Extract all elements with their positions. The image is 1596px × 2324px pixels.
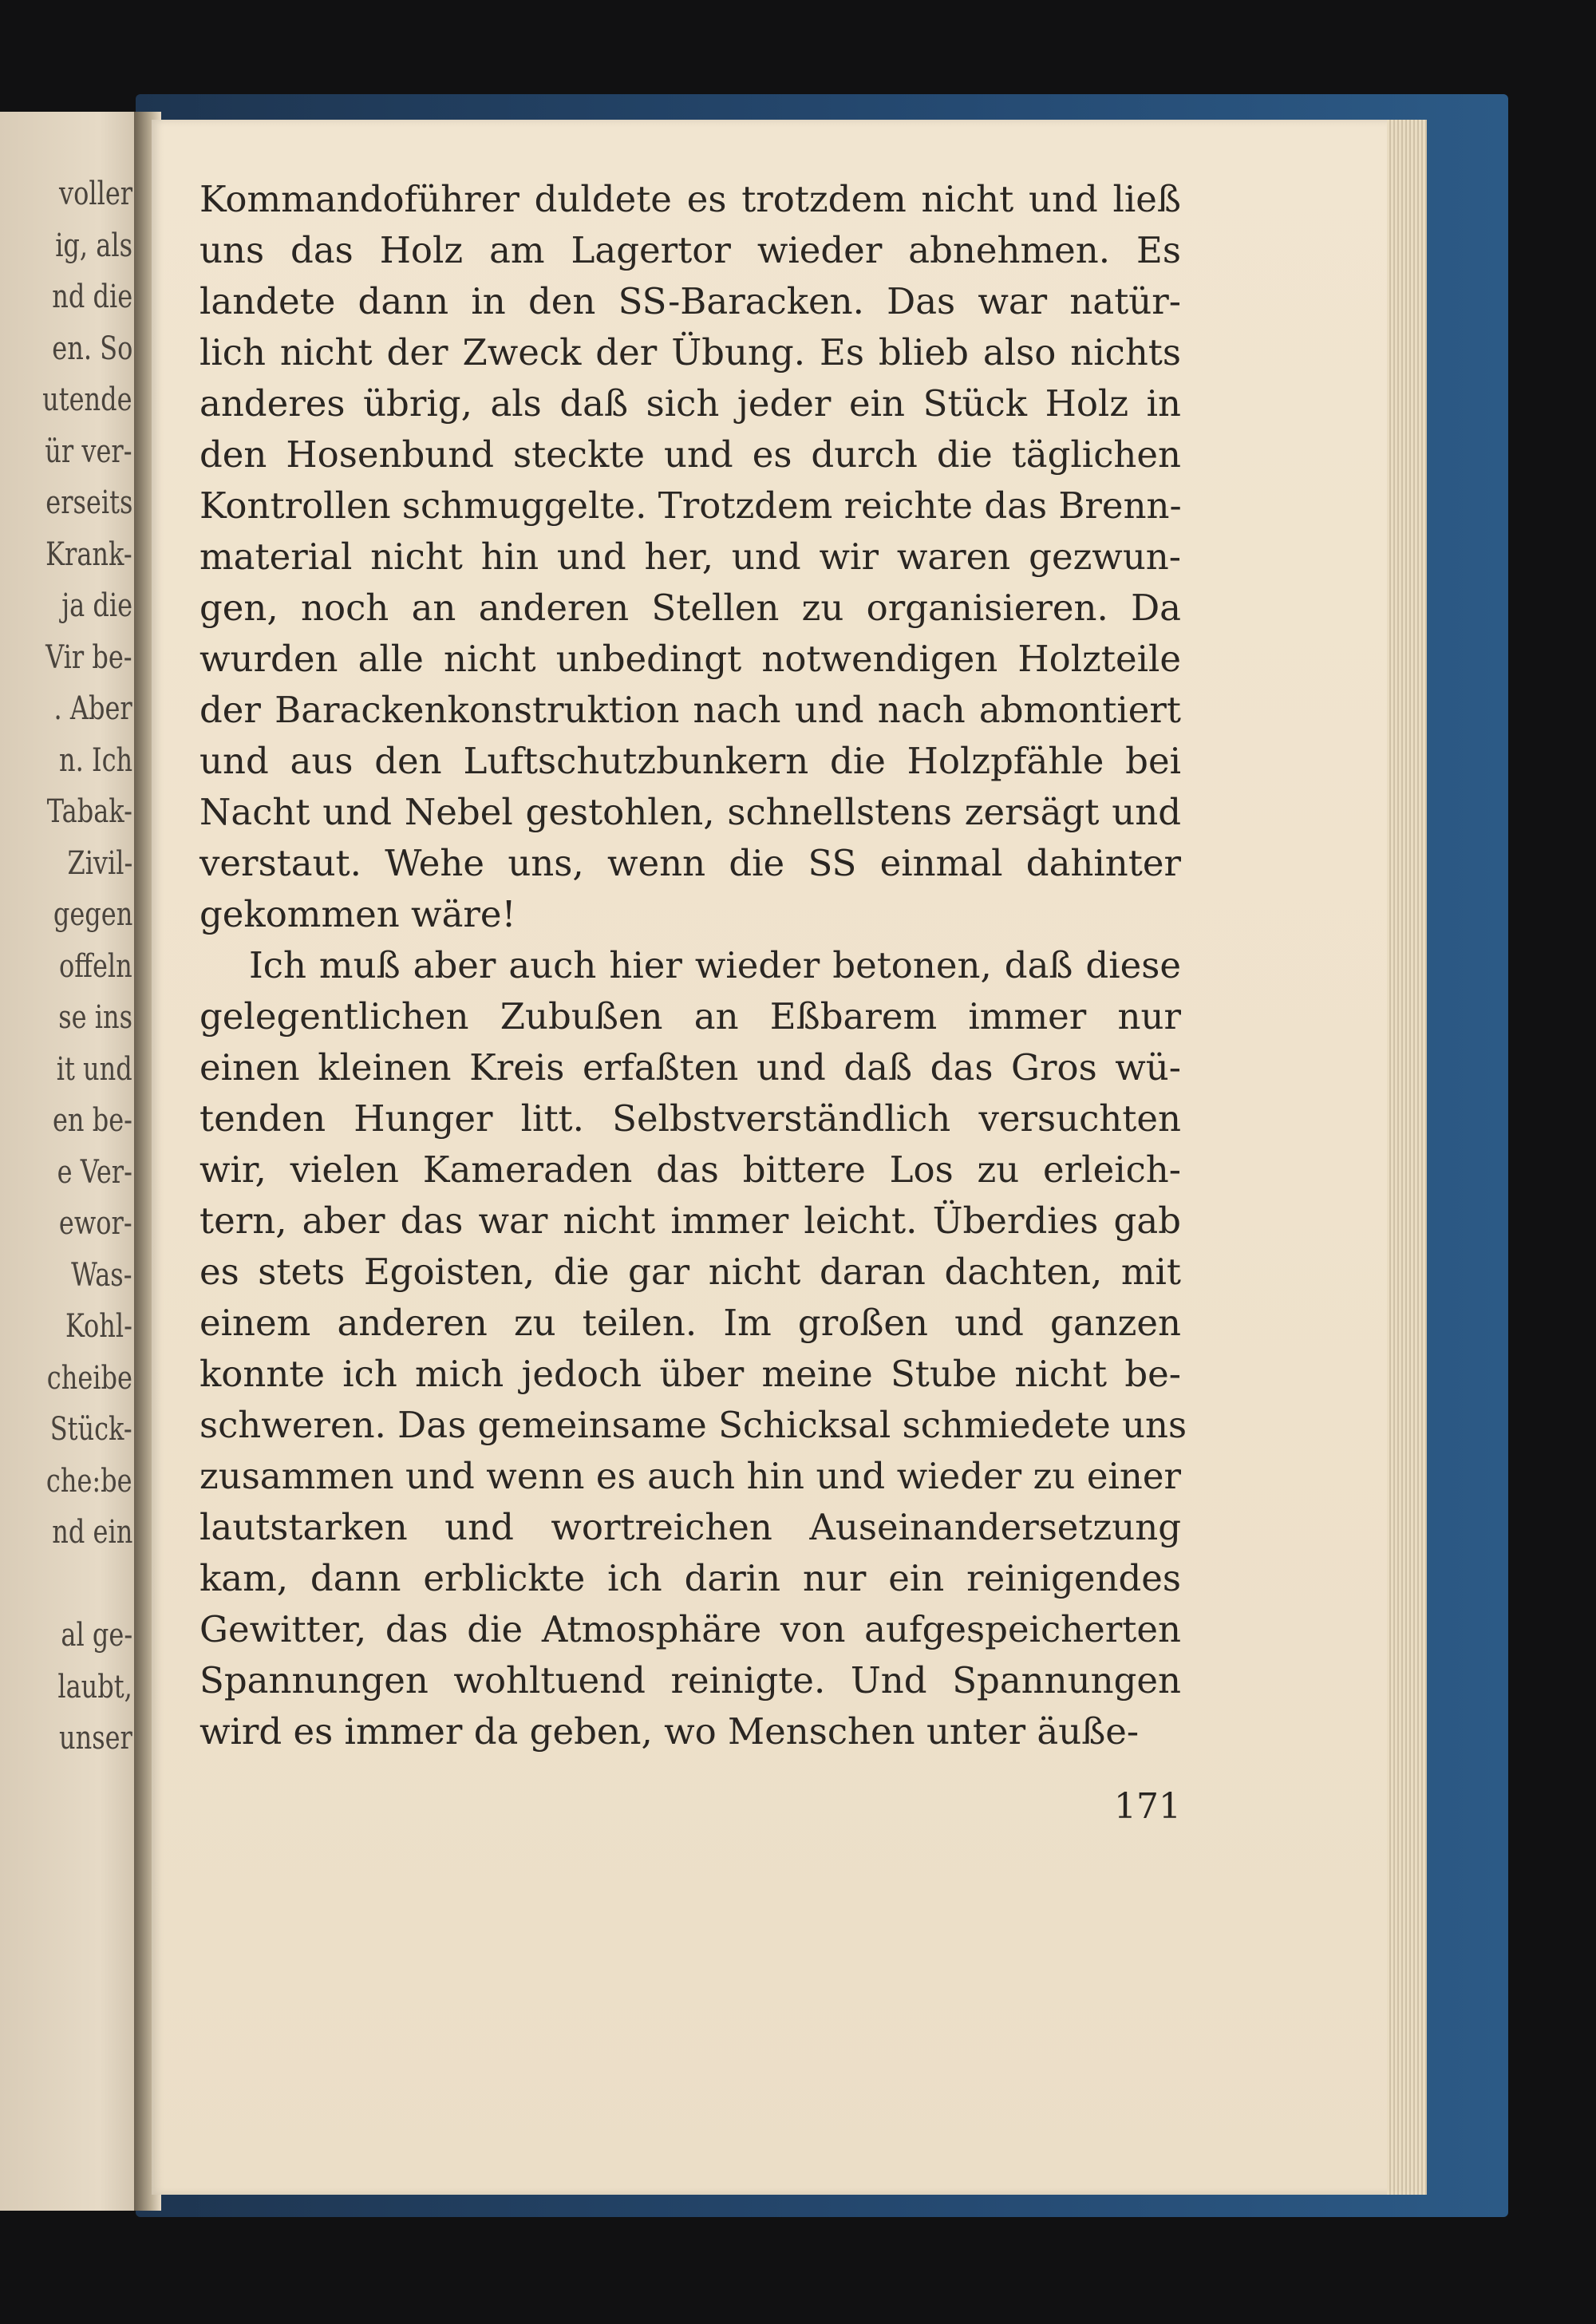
left-page-fragment: laubt, xyxy=(57,1668,132,1705)
text-line: wurden alle nicht unbedingt notwendigen Holzteile xyxy=(200,638,1181,680)
left-page-fragment: al ge- xyxy=(61,1617,132,1654)
left-page-fragment: Tabak- xyxy=(46,793,132,830)
text-line: anderes übrig, als daß sich jeder ein Stück Holz in xyxy=(200,382,1181,425)
text-line: Nacht und Nebel gestohlen, schnellstens zersägt und xyxy=(200,791,1181,833)
text-line: Spannungen wohltuend reinigte. Und Spannungen xyxy=(200,1659,1181,1702)
text-line: Gewitter, das die Atmosphäre von aufgespeicherten xyxy=(200,1608,1181,1650)
text-line: wir, vielen Kameraden das bittere Los zu erleich- xyxy=(200,1148,1181,1191)
left-page-fragment: cheibe xyxy=(46,1359,132,1397)
left-page-fragment: en be- xyxy=(53,1102,132,1139)
text-line: landete dann in den SS-Baracken. Das war natür- xyxy=(200,280,1181,322)
text-line: einem anderen zu teilen. Im großen und ganzen xyxy=(200,1302,1181,1344)
text-line: einen kleinen Kreis erfaßten und daß das Gros wü- xyxy=(200,1046,1181,1089)
text-line: Kontrollen schmuggelte. Trotzdem reichte das Brenn- xyxy=(200,484,1182,527)
text-line: kam, dann erblickte ich darin nur ein reinigendes xyxy=(200,1557,1181,1599)
left-page-fragment: it und xyxy=(57,1050,132,1088)
left-page-fragment: erseits xyxy=(45,484,132,521)
page-number: 171 xyxy=(1114,1786,1181,1827)
left-page-fragment: Was- xyxy=(71,1256,132,1294)
text-line: wird es immer da geben, wo Menschen unter äuße- xyxy=(200,1710,1140,1753)
left-page-fragment: gegen xyxy=(53,896,132,933)
text-line: tern, aber das war nicht immer leicht. Überdies gab xyxy=(200,1200,1181,1242)
left-page-fragment: utende xyxy=(42,381,132,418)
left-page-fragment: voller xyxy=(58,176,132,212)
text-line: gen, noch an anderen Stellen zu organisieren. Da xyxy=(200,587,1181,629)
left-page-fragment: n. Ich xyxy=(58,741,132,779)
text-line: und aus den Luftschutzbunkern die Holzpfähle bei xyxy=(200,740,1181,782)
text-line: tenden Hunger litt. Selbstverständlich versuchten xyxy=(200,1097,1181,1140)
text-line: schweren. Das gemeinsame Schicksal schmiedete uns xyxy=(200,1404,1187,1446)
page-edges xyxy=(1387,120,1427,2195)
left-page-fragment: nd die xyxy=(52,279,132,315)
left-page-fragment: unser xyxy=(59,1720,132,1757)
left-page-fragment: Stück- xyxy=(50,1411,132,1448)
text-line: den Hosenbund steckte und es durch die täglichen xyxy=(200,433,1181,476)
left-page-fragment: . Aber xyxy=(53,690,132,727)
text-line: lautstarken und wortreichen Auseinandersetzung xyxy=(200,1506,1181,1548)
left-page-fragment: Kohl- xyxy=(65,1308,132,1345)
text-line: es stets Egoisten, die gar nicht daran dachten, mit xyxy=(200,1251,1181,1293)
left-page-fragment: ewor- xyxy=(59,1205,132,1242)
text-line: zusammen und wenn es auch hin und wieder zu einer xyxy=(200,1455,1181,1497)
text-line: verstaut. Wehe uns, wenn die SS einmal dahinter xyxy=(200,842,1181,884)
text-line: Kommandoführer duldete es trotzdem nicht und ließ xyxy=(200,178,1181,220)
left-page-fragment: Krank- xyxy=(45,536,132,573)
left-page-fragment: offeln xyxy=(59,947,132,985)
left-page-fragment: e Ver- xyxy=(57,1153,132,1191)
text-line: der Barackenkonstruktion nach und nach abmontiert xyxy=(200,689,1181,731)
left-page-fragment: ig, als xyxy=(55,227,132,264)
text-line: material nicht hin und her, und wir waren gezwun- xyxy=(200,536,1181,578)
text-line: gelegentlichen Zubußen an Eßbarem immer nur xyxy=(200,995,1181,1038)
left-page-fragment: Zivil- xyxy=(67,844,132,882)
left-page-fragment: se ins xyxy=(58,999,132,1036)
text-line: konnte ich mich jedoch über meine Stube nicht be- xyxy=(200,1353,1181,1395)
text-line: Ich muß aber auch hier wieder betonen, daß diese xyxy=(249,944,1181,986)
body-text xyxy=(200,174,1187,1757)
left-page-fragment: che:be xyxy=(46,1462,132,1500)
text-line: uns das Holz am Lagertor wieder abnehmen. Es xyxy=(200,229,1181,271)
left-page-fragment: Vir be- xyxy=(45,638,132,676)
left-page-fragment: en. So xyxy=(51,330,132,367)
left-page-fragment: ür ver- xyxy=(45,433,132,470)
text-line: lich nicht der Zweck der Übung. Es blieb also nichts xyxy=(200,331,1181,374)
text-line: gekommen wäre! xyxy=(200,893,516,935)
left-facing-page xyxy=(0,112,142,2211)
left-page-fragment: ja die xyxy=(61,587,132,624)
left-page-fragment: nd ein xyxy=(51,1514,132,1551)
